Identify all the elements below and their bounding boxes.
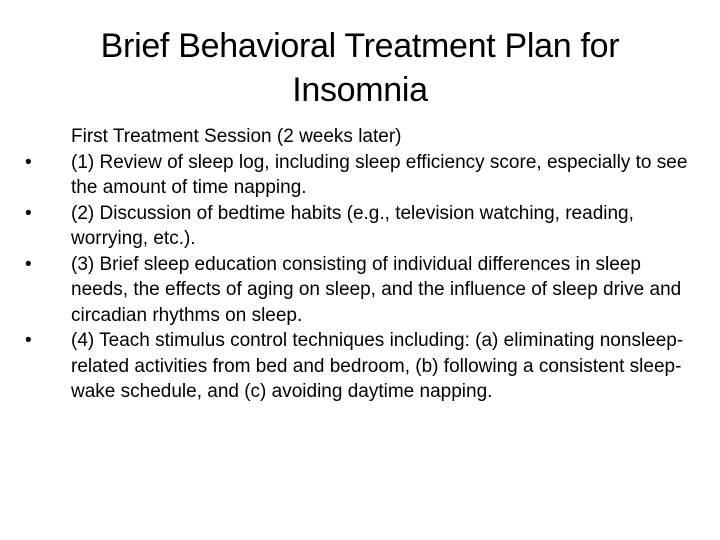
list-item <box>25 328 693 405</box>
bullet-icon: • <box>25 330 32 351</box>
bullet-icon: • <box>25 151 32 173</box>
bullet-icon: • <box>25 253 32 275</box>
list-intro: First Treatment Session (2 weeks later) <box>71 126 402 147</box>
list-item <box>25 150 693 201</box>
bullet-icon: • <box>25 202 32 224</box>
list-item-text: (1) Review of sleep log, including sleep efficiency score, especially to see the amount of time napping. <box>71 151 688 198</box>
list-item-text: (2) Discussion of bedtime habits (e.g., television watching, reading, worrying, etc.). <box>71 202 634 249</box>
list-item-text: (3) Brief sleep education consisting of individual differences in sleep needs, the effects of aging on sleep, and the influence of sleep drive and circadian rhythms on sleep. <box>71 253 682 326</box>
bullet-list <box>25 124 693 405</box>
slide-title: Brief Behavioral Treatment Plan for Insomnia <box>100 27 620 109</box>
list-item <box>25 252 693 329</box>
list-item-text: (4) Teach stimulus control techniques including: (a) eliminating nonsleep-related activities from bed and bedroom, (b) following a consistent sleep-wake schedule, and (c) avoiding daytime napping. <box>71 330 684 402</box>
list-item <box>25 201 693 252</box>
